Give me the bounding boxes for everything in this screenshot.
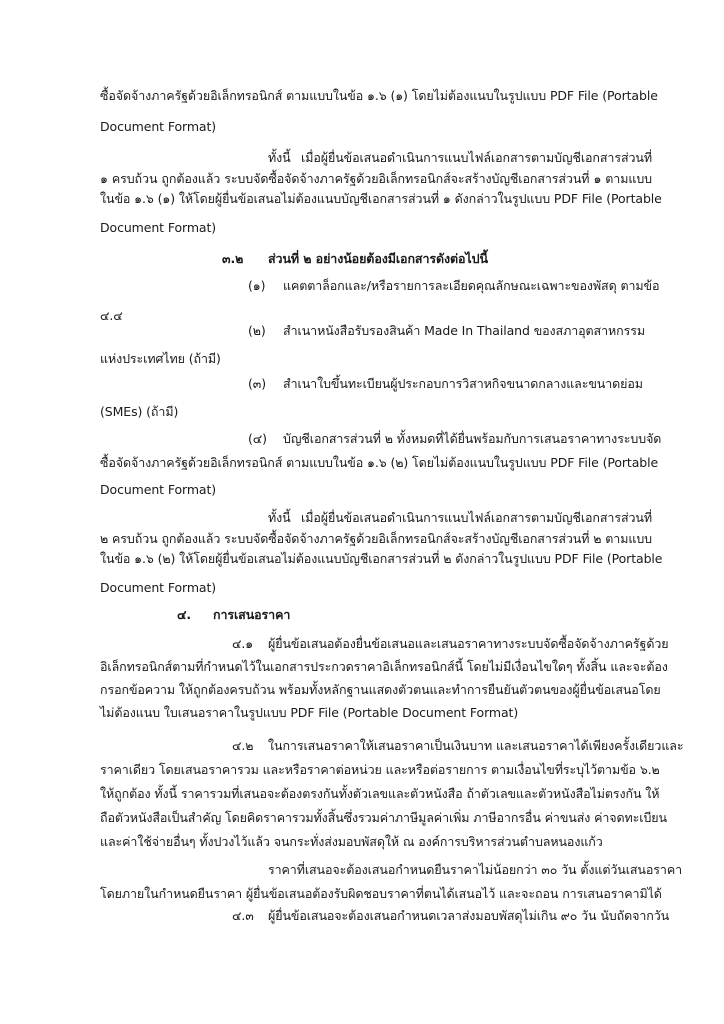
text-line: ราคาที่เสนอจะต้องเสนอกำหนดยืนราคาไม่น้อยกว่า ๓๐ วัน ตั้งแต่วันเสนอราคา: [268, 862, 682, 877]
text-line: Document Format): [100, 220, 217, 235]
text-line: ราคาเดียว โดยเสนอราคารวม และหรือราคาต่อหน่วย และหรือต่อรายการ ตามเงื่อนไขที่ระบุไว้ตามข้อ ๖.๒: [100, 762, 660, 777]
text-line: ๑ ครบถ้วน ถูกต้องแล้ว ระบบจัดซื้อจัดจ้างภาครัฐด้วยอิเล็กทรอนิกส์จะสร้างบัญชีเอกสารส่วนที่ ๑ ตามแบบ: [100, 171, 652, 186]
text-line: ผู้ยื่นข้อเสนอจะต้องเสนอกำหนดเวลาส่งมอบพัสดุไม่เกิน ๙๐ วัน นับถัดจากวัน: [268, 908, 670, 923]
section-number: ๔.: [177, 607, 192, 622]
item-number: (๑): [248, 278, 266, 293]
text-line: ในการเสนอราคาให้เสนอราคาเป็นเงินบาท และเสนอราคาได้เพียงครั้งเดียวและ: [268, 738, 684, 753]
text-line: บัญชีเอกสารส่วนที่ ๒ ทั้งหมดที่ได้ยื่นพร้อมกับการเสนอราคาทางระบบจัด: [283, 431, 662, 446]
section-heading: ส่วนที่ ๒ อย่างน้อยต้องมีเอกสารดังต่อไปนี้: [268, 251, 488, 266]
item-number: (๒): [248, 323, 266, 338]
item-number: ๔.๑: [232, 636, 254, 651]
text-line: ถือตัวหนังสือเป็นสำคัญ โดยคิดราคารวมทั้งสิ้นซึ่งรวมค่าภาษีมูลค่าเพิ่ม ภาษีอากรอื่น ค่าขนส่ง ค่าจดทะเบียน: [100, 810, 667, 825]
text-line: ไม่ต้องแนบ ใบเสนอราคาในรูปแบบ PDF File (Portable Document Format): [100, 705, 519, 720]
text-line: โดยภายในกำหนดยืนราคา ผู้ยื่นข้อเสนอต้องรับผิดชอบราคาที่ตนได้เสนอไว้ และจะถอน การเสนอราคามิได้: [100, 886, 662, 901]
item-number: ๔.๒: [232, 738, 254, 753]
text-line: ทั้งนี้ เมื่อผู้ยื่นข้อเสนอดำเนินการแนบไฟล์เอกสารตามบัญชีเอกสารส่วนที่: [268, 150, 652, 165]
text-line: ให้ถูกต้อง ทั้งนี้ ราคารวมที่เสนอจะต้องตรงกันทั้งตัวเลขและตัวหนังสือ ถ้าตัวเลขและตัวหนังสือไม่ตรงกัน ให้: [100, 786, 660, 801]
text-line: และค่าใช้จ่ายอื่นๆ ทั้งปวงไว้แล้ว จนกระทั่งส่งมอบพัสดุให้ ณ องค์การบริหารส่วนตำบลหนองแก้ว: [100, 834, 603, 849]
section-number: ๓.๒: [222, 251, 244, 266]
text-line: แคตตาล็อกและ/หรือรายการละเอียดคุณลักษณะเฉพาะของพัสดุ ตามข้อ: [283, 278, 660, 293]
text-line: ซื้อจัดจ้างภาครัฐด้วยอิเล็กทรอนิกส์ ตามแบบในข้อ ๑.๖ (๑) โดยไม่ต้องแนบในรูปแบบ PDF File (Portable: [100, 88, 658, 103]
text-line: สำเนาใบขึ้นทะเบียนผู้ประกอบการวิสาหกิจขนาดกลางและขนาดย่อม: [283, 376, 643, 391]
text-line: (SMEs) (ถ้ามี): [100, 404, 179, 419]
item-number: ๔.๓: [232, 908, 254, 923]
text-line: ในข้อ ๑.๖ (๑) ให้โดยผู้ยื่นข้อเสนอไม่ต้องแนบบัญชีเอกสารส่วนที่ ๑ ดังกล่าวในรูปแบบ PDF File (Portable: [100, 191, 662, 206]
text-line: Document Format): [100, 119, 217, 134]
section-heading: การเสนอราคา: [213, 607, 291, 622]
text-line: กรอกข้อความ ให้ถูกต้องครบถ้วน พร้อมทั้งหลักฐานแสดงตัวตนและทำการยืนยันตัวตนของผู้ยื่นข้อเสนอโดย: [100, 682, 661, 697]
text-line: ในข้อ ๑.๖ (๒) ให้โดยผู้ยื่นข้อเสนอไม่ต้องแนบบัญชีเอกสารส่วนที่ ๒ ดังกล่าวในรูปแบบ PDF File (Portable: [100, 551, 663, 566]
item-number: (๔): [248, 431, 267, 446]
text-line: Document Format): [100, 580, 217, 595]
text-line: ทั้งนี้ เมื่อผู้ยื่นข้อเสนอดำเนินการแนบไฟล์เอกสารตามบัญชีเอกสารส่วนที่: [268, 510, 652, 525]
text-line: ซื้อจัดจ้างภาครัฐด้วยอิเล็กทรอนิกส์ ตามแบบในข้อ ๑.๖ (๒) โดยไม่ต้องแนบในรูปแบบ PDF File (Portable: [100, 455, 659, 470]
text-line: ๔.๔: [100, 308, 123, 323]
item-number: (๓): [248, 376, 266, 391]
text-line: สำเนาหนังสือรับรองสินค้า Made In Thailand ของสภาอุตสาหกรรม: [283, 323, 645, 338]
text-line: Document Format): [100, 482, 217, 497]
text-line: อิเล็กทรอนิกส์ตามที่กำหนดไว้ในเอกสารประกวดราคาอิเล็กทรอนิกส์นี้ โดยไม่มีเงื่อนไขใดๆ ทั้งสิ้น และจะต้อง: [100, 659, 668, 674]
text-line: แห่งประเทศไทย (ถ้ามี): [100, 351, 221, 366]
text-line: ๒ ครบถ้วน ถูกต้องแล้ว ระบบจัดซื้อจัดจ้างภาครัฐด้วยอิเล็กทรอนิกส์จะสร้างบัญชีเอกสารส่วนที่ ๒ ตามแบบ: [100, 531, 652, 546]
text-line: ผู้ยื่นข้อเสนอต้องยื่นข้อเสนอและเสนอราคาทางระบบจัดซื้อจัดจ้างภาครัฐด้วย: [268, 636, 669, 651]
